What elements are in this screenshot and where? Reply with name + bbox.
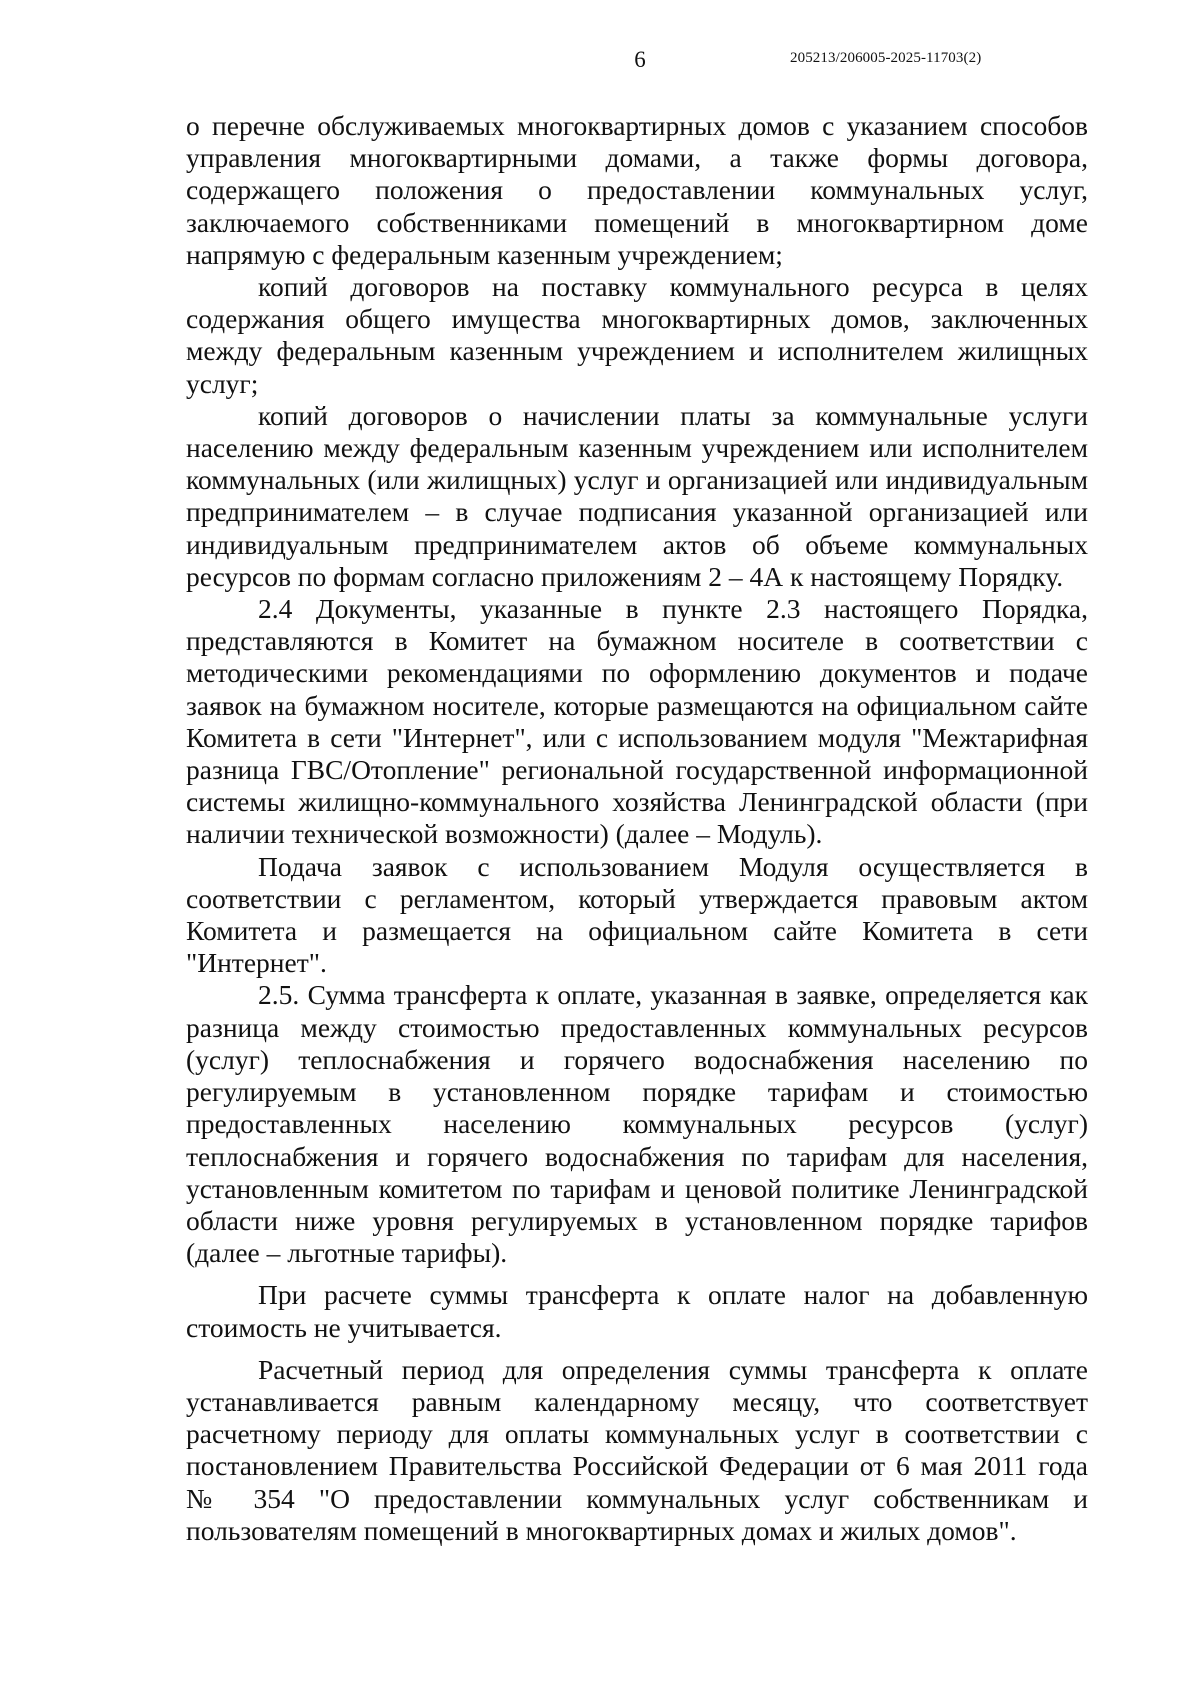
paragraph-clause-2-4: 2.4 Документы, указанные в пункте 2.3 настоящего Порядка, представляются в Комитет на бумажном носителе в соответствии с методическими рекомендациями по оформлению документов и подаче заявок на бумажном носителе, которые размещаются на официальном сайте Комитета в сети "Интернет", или с использованием модуля "Межтарифная разница ГВС/Отопление" региональной государственной информационной системы жилищно-коммунального хозяйства Ленинградской области (при наличии технической возможности) (далее – Модуль). xyxy=(186,593,1088,850)
paragraph-billing-contracts: копий договоров о начислении платы за коммунальные услуги населению между федеральным казенным учреждением или исполнителем коммунальных (или жилищных) услуг и организацией или индивидуальным предпринимателем – в случае подписания указанной организацией или индивидуальным предпринимателем актов об объеме коммунальных ресурсов по формам согласно приложениям 2 – 4А к настоящему Порядку. xyxy=(186,399,1088,592)
document-body xyxy=(186,110,1088,1547)
paragraph-list-of-apartment-buildings: о перечне обслуживаемых многоквартирных домов с указанием способов управления многоквартирными домами, а также формы договора, содержащего положения о предоставлении коммунальных услуг, заключаемого собственниками помещений в многоквартирном доме напрямую с федеральным казенным учреждением; xyxy=(186,110,1088,270)
page-number: 6 xyxy=(634,47,646,72)
paragraph-settlement-period: Расчетный период для определения суммы трансферта к оплате устанавливается равным календарному месяцу, что соответствует расчетному периоду для оплаты коммунальных услуг в соответствии с постановлением Правительства Российской Федерации от 6 мая 2011 года № 354 "О предоставлении коммунальных услуг собственникам и пользователям помещений в многоквартирных домах и жилых домов". xyxy=(186,1353,1088,1546)
paragraph-vat-note: При расчете суммы трансферта к оплате налог на добавленную стоимость не учитывается. xyxy=(186,1279,1088,1343)
paragraph-resource-supply-contracts: копий договоров на поставку коммунального ресурса в целях содержания общего имущества многоквартирных домов, заключенных между федеральным казенным учреждением и исполнителем жилищных услуг; xyxy=(186,271,1088,399)
document-reference-number: 205213/206005-2025-11703(2) xyxy=(790,50,982,66)
paragraph-module-submission: Подача заявок с использованием Модуля осуществляется в соответствии с регламентом, который утверждается правовым актом Комитета и размещается на официальном сайте Комитета в сети "Интернет". xyxy=(186,850,1088,979)
paragraph-clause-2-5: 2.5. Сумма трансферта к оплате, указанная в заявке, определяется как разница между стоимостью предоставленных коммунальных ресурсов (услуг) теплоснабжения и горячего водоснабжения населению по регулируемым в установленном порядке тарифам и стоимостью предоставленных населению коммунальных ресурсов (услуг) теплоснабжения и горячего водоснабжения по тарифам для населения, установленным комитетом по тарифам и ценовой политике Ленинградской области ниже уровня регулируемых в установленном порядке тарифов (далее – льготные тарифы). xyxy=(186,979,1088,1269)
